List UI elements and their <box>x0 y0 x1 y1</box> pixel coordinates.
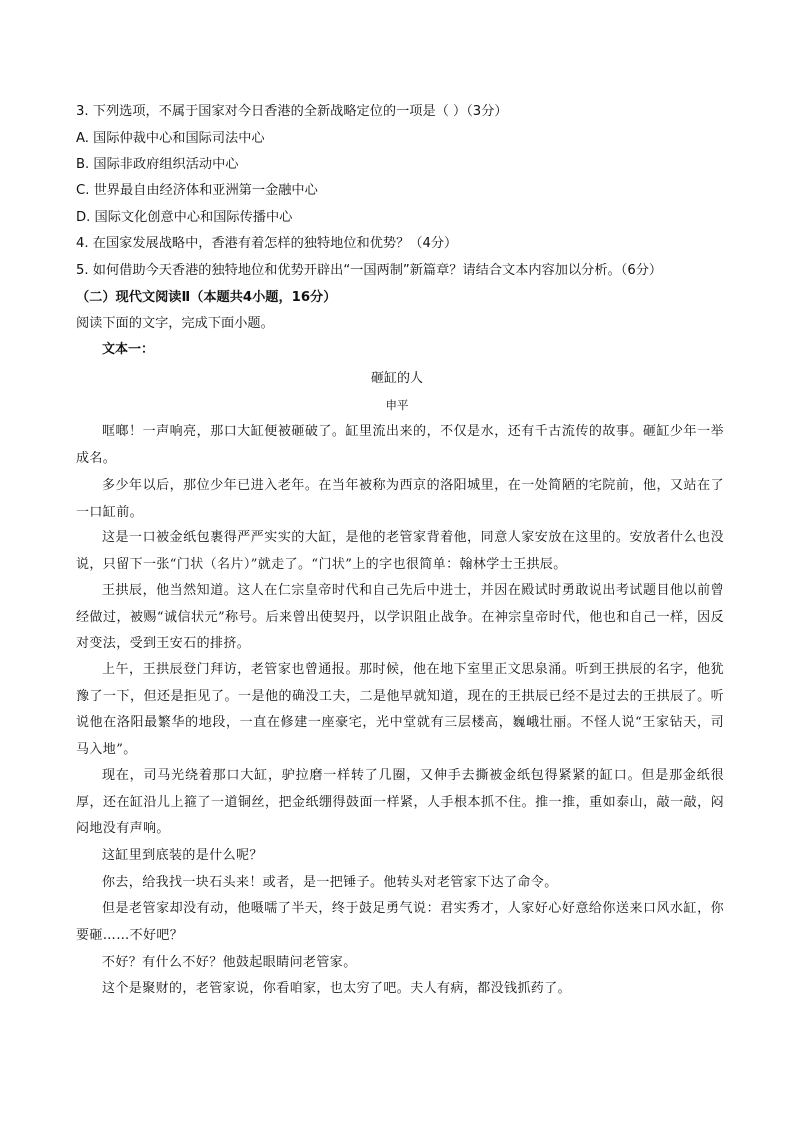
article-paragraph: 上午，王拱辰登门拜访，老管家也曾通报。那时候，他在地下室里正文思泉涌。听到王拱辰的名字，他犹豫了一下，但还是拒见了。一是他的确没工夫，二是他早就知道，现在的王拱辰已经不是过去的王拱辰了。听说他在洛阳最繁华的地段，一直在修建一座豪宅，光中堂就有三层楼高，巍峨壮丽。不怪人说“王家钻天，司马入地”。 <box>76 662 724 757</box>
article-paragraph: 这缸里到底装的是什么呢？ <box>102 848 263 863</box>
article-paragraph: 不好？有什么不好？他鼓起眼睛问老管家。 <box>102 955 357 970</box>
option-d: D. 国际文化创意中心和国际传播中心 <box>76 210 293 225</box>
section-instruction: 阅读下面的文字，完成下面小题。 <box>76 316 274 331</box>
article-paragraph: 哐啷！一声响亮，那口大缸便被砸破了。缸里流出来的，不仅是水，还有千古流传的故事。砸缸少年一举成名。 <box>76 424 724 466</box>
article-title: 砸缸的人 <box>370 371 423 386</box>
section-title: （二）现代文阅读Ⅱ（本题共4小题，16分） <box>76 290 337 305</box>
article-paragraph: 你去，给我找一块石头来！或者，是一把锤子。他转头对老管家下达了命令。 <box>102 875 558 890</box>
question-3: 3. 下列选项，不属于国家对今日香港的全新战略定位的一项是（ ）（3分） <box>76 104 508 119</box>
article-author: 申平 <box>385 398 409 412</box>
option-c: C. 世界最自由经济体和亚洲第一金融中心 <box>76 183 318 198</box>
question-5: 5. 如何借助今天香港的独特地位和优势开辟出“一国两制”新篇章？请结合文本内容加以分析。（6分） <box>76 263 663 278</box>
question-4: 4. 在国家发展战略中，香港有着怎样的独特地位和优势？（4分） <box>76 236 458 251</box>
text-label: 文本一： <box>102 342 155 357</box>
article-paragraph: 但是老管家却没有动，他嗫嚅了半天，终于鼓足勇气说：君实秀才，人家好心好意给你送来口风水缸，你要砸……不好吧？ <box>76 901 724 943</box>
article-paragraph: 王拱辰，他当然知道。这人在仁宗皇帝时代和自己先后中进士，并因在殿试时勇敢说出考试题目他以前曾经做过，被赐“诚信状元”称号。后来曾出使契丹，以学识阻止战争。在神宗皇帝时代，他也和自己一样，因反对变法，受到王安石的排挤。 <box>76 583 724 652</box>
article-paragraph: 这个是聚财的，老管家说，你看咱家，也太穷了吧。夫人有病，都没钱抓药了。 <box>102 981 572 996</box>
article-paragraph: 多少年以后，那位少年已进入老年。在当年被称为西京的洛阳城里，在一处简陋的宅院前，他，又站在了一口缸前。 <box>76 478 724 520</box>
option-b: B. 国际非政府组织活动中心 <box>76 157 239 172</box>
article-paragraph: 现在，司马光绕着那口大缸，驴拉磨一样转了几圈，又伸手去撕被金纸包得紧紧的缸口。但是那金纸很厚，还在缸沿儿上箍了一道铜丝，把金纸绷得鼓面一样紧，人手根本抓不住。推一推，重如泰山，敲一敲，闷闷地没有声响。 <box>76 768 724 837</box>
option-a: A. 国际仲裁中心和国际司法中心 <box>76 131 265 146</box>
article-paragraph: 这是一口被金纸包裹得严严实实的大缸，是他的老管家背着他，同意人家安放在这里的。安放者什么也没说，只留下一张“门状（名片）”就走了。“门状”上的字也很简单：翰林学士王拱辰。 <box>76 530 724 572</box>
